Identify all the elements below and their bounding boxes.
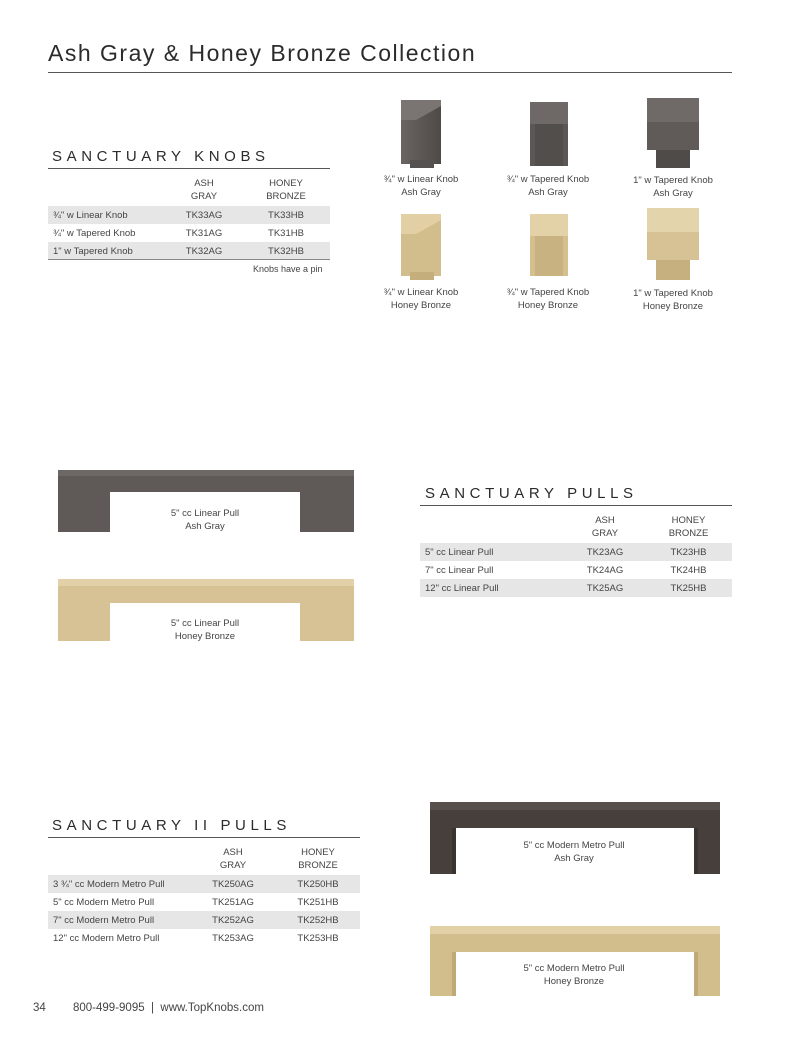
table-header-name bbox=[48, 846, 190, 875]
knob-caption: ¾" w Linear Knob Ash Gray bbox=[383, 174, 459, 198]
table-header-honey: HONEY BRONZE bbox=[668, 515, 709, 539]
row-name: 7" cc Modern Metro Pull bbox=[48, 911, 190, 929]
pulls2-table bbox=[48, 846, 360, 947]
row-name: 5" cc Linear Pull bbox=[420, 543, 565, 561]
pulls2-section-rule bbox=[48, 837, 360, 838]
linear-knob-ash-gray-image bbox=[398, 98, 444, 172]
table-header-honey: HONEY BRONZE bbox=[298, 847, 338, 871]
table-header-name bbox=[420, 514, 565, 543]
pulls-table bbox=[420, 514, 732, 597]
row-honey-code: TK25HB bbox=[645, 579, 732, 597]
linear-pull-caption: 5" cc Linear Pull Honey Bronze bbox=[170, 618, 240, 642]
row-honey-code: TK24HB bbox=[670, 564, 707, 576]
row-ash-code: TK251AG bbox=[212, 896, 254, 908]
linear-pull-caption: 5" cc Linear Pull Ash Gray bbox=[170, 508, 240, 532]
table-row bbox=[48, 242, 330, 260]
table-row bbox=[48, 929, 360, 947]
row-ash-code: TK31AG bbox=[185, 227, 223, 239]
table-header-honey: HONEY BRONZE bbox=[266, 178, 306, 202]
knob-caption: 1" w Tapered Knob Honey Bronze bbox=[633, 288, 713, 312]
row-honey-code: TK252HB bbox=[276, 911, 360, 929]
row-honey-code: TK31HB bbox=[268, 227, 304, 239]
row-ash-code: TK33AG bbox=[166, 206, 242, 224]
knobs-section-title: SANCTUARY KNOBS bbox=[52, 148, 270, 165]
knob-caption: 1" w Tapered Knob Ash Gray bbox=[633, 175, 713, 199]
row-ash-code: TK250AG bbox=[190, 875, 276, 893]
knobs-section-rule bbox=[48, 168, 330, 169]
row-name: 5" cc Modern Metro Pull bbox=[53, 896, 155, 908]
row-name: 7" cc Linear Pull bbox=[425, 564, 494, 576]
footer-contact: 800-499-9095 | www.TopKnobs.com bbox=[73, 1002, 264, 1014]
linear-knob-honey-bronze-image bbox=[398, 212, 444, 284]
metro-pull-caption: 5" cc Modern Metro Pull Ash Gray bbox=[523, 840, 625, 864]
table-header-ash: ASH GRAY bbox=[190, 178, 218, 202]
table-header-row bbox=[420, 514, 732, 543]
row-honey-code: TK253HB bbox=[297, 932, 339, 944]
row-ash-code: TK23AG bbox=[565, 543, 645, 561]
page-footer bbox=[33, 1002, 264, 1014]
row-name: 1" w Tapered Knob bbox=[48, 242, 166, 260]
row-ash-code: TK253AG bbox=[212, 932, 254, 944]
table-header-ash: ASH GRAY bbox=[591, 515, 619, 539]
table-row bbox=[48, 206, 330, 224]
knob-caption: ¾" w Linear Knob Honey Bronze bbox=[383, 287, 459, 311]
row-name: 3 ¾" cc Modern Metro Pull bbox=[48, 875, 190, 893]
pulls-section-rule bbox=[420, 505, 732, 506]
pulls-section-title: SANCTUARY PULLS bbox=[425, 485, 638, 502]
title-rule bbox=[48, 72, 732, 73]
table-row bbox=[420, 579, 732, 597]
row-ash-code: TK25AG bbox=[565, 579, 645, 597]
table-row bbox=[420, 543, 732, 561]
table-row bbox=[48, 224, 330, 242]
table-header-name bbox=[48, 177, 166, 206]
row-name: ¾" w Linear Knob bbox=[48, 206, 166, 224]
knobs-pin-note: Knobs have a pin bbox=[253, 264, 323, 274]
knobs-table-bottom-rule bbox=[48, 259, 330, 260]
tapered-knob-1in-honey-bronze-image bbox=[644, 206, 702, 284]
row-honey-code: TK33HB bbox=[242, 206, 330, 224]
row-ash-code: TK252AG bbox=[190, 911, 276, 929]
row-name: 12" cc Modern Metro Pull bbox=[53, 932, 160, 944]
row-ash-code: TK32AG bbox=[166, 242, 242, 260]
table-header-row bbox=[48, 177, 330, 206]
table-row bbox=[48, 875, 360, 893]
knob-caption: ¾" w Tapered Knob Honey Bronze bbox=[506, 287, 590, 311]
row-name: ¾" w Tapered Knob bbox=[53, 227, 136, 239]
row-honey-code: TK23HB bbox=[645, 543, 732, 561]
pulls2-section-title: SANCTUARY II PULLS bbox=[52, 817, 291, 834]
tapered-knob-honey-bronze-image bbox=[527, 212, 571, 284]
table-row bbox=[48, 911, 360, 929]
table-header-ash: ASH GRAY bbox=[219, 847, 247, 871]
row-honey-code: TK251HB bbox=[297, 896, 339, 908]
knobs-table bbox=[48, 177, 330, 260]
row-name: 12" cc Linear Pull bbox=[420, 579, 565, 597]
knob-caption: ¾" w Tapered Knob Ash Gray bbox=[506, 174, 590, 198]
table-row bbox=[48, 893, 360, 911]
row-honey-code: TK32HB bbox=[242, 242, 330, 260]
page-title: Ash Gray & Honey Bronze Collection bbox=[48, 40, 477, 66]
metro-pull-caption: 5" cc Modern Metro Pull Honey Bronze bbox=[523, 963, 625, 987]
tapered-knob-ash-gray-image bbox=[527, 100, 571, 172]
row-honey-code: TK250HB bbox=[276, 875, 360, 893]
tapered-knob-1in-ash-gray-image bbox=[644, 96, 702, 172]
row-ash-code: TK24AG bbox=[586, 564, 624, 576]
page-number: 34 bbox=[33, 1002, 46, 1014]
table-header-row bbox=[48, 846, 360, 875]
table-row bbox=[420, 561, 732, 579]
